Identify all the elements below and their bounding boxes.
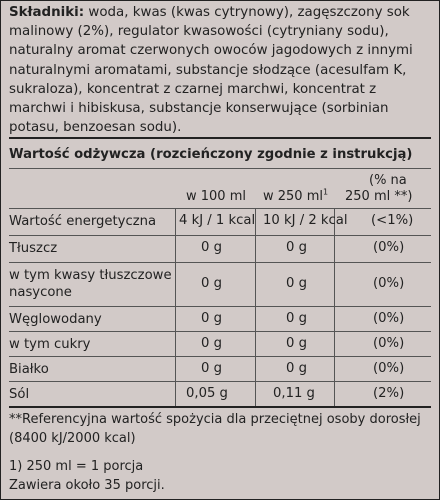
nutrition-table-title: Wartość odżywcza (rozcieńczony zgodnie z instrukcją) bbox=[9, 147, 413, 162]
row-value-250ml: 0 g bbox=[286, 336, 307, 351]
portion-note: 1) 250 ml = 1 porcja bbox=[9, 459, 144, 474]
row-value-250ml: 0 g bbox=[286, 240, 307, 255]
ingredients-text bbox=[9, 3, 434, 137]
row-name-energy: Wartość energetyczna bbox=[9, 214, 157, 229]
row-value-250ml: 10 kJ / 2 kcal bbox=[263, 213, 348, 228]
row-name-sugars: w tym cukry bbox=[9, 337, 91, 352]
ingredients-heading: Składniki: bbox=[9, 5, 85, 20]
column-divider bbox=[255, 208, 256, 406]
column-divider bbox=[175, 208, 176, 406]
row-value-pct: (<1%) bbox=[371, 213, 414, 228]
row-value-100ml: 4 kJ / 1 kcal bbox=[179, 213, 256, 228]
column-header-pct-line1: (% na bbox=[369, 173, 407, 188]
divider bbox=[9, 168, 431, 169]
row-name-carbohydrates: Węglowodany bbox=[9, 312, 102, 327]
column-header-250ml bbox=[263, 189, 328, 204]
divider bbox=[9, 208, 431, 209]
divider bbox=[9, 331, 431, 332]
column-header-pct-line2: 250 ml **) bbox=[345, 189, 413, 204]
row-name-salt: Sól bbox=[9, 387, 30, 402]
divider bbox=[9, 306, 431, 307]
divider bbox=[9, 262, 431, 263]
divider bbox=[9, 235, 431, 236]
row-value-250ml: 0 g bbox=[286, 276, 307, 291]
row-value-pct: (0%) bbox=[373, 361, 405, 376]
row-name-saturated-fat: w tym kwasy tłuszczowe nasycone bbox=[9, 268, 172, 300]
row-value-100ml: 0 g bbox=[201, 276, 222, 291]
column-header-100ml: w 100 ml bbox=[186, 189, 246, 204]
divider bbox=[9, 381, 431, 382]
row-value-250ml: 0 g bbox=[286, 361, 307, 376]
footnote-marker: 1 bbox=[323, 187, 329, 197]
row-value-pct: (0%) bbox=[373, 276, 405, 291]
reference-intake-note: **Referencyjna wartość spożycia dla przeciętnej osoby dorosłej (8400 kJ/2000 kcal) bbox=[9, 412, 421, 446]
row-value-pct: (0%) bbox=[373, 311, 405, 326]
divider bbox=[9, 406, 431, 408]
row-name-fat: Tłuszcz bbox=[9, 241, 58, 256]
row-value-100ml: 0 g bbox=[201, 361, 222, 376]
row-value-pct: (0%) bbox=[373, 240, 405, 255]
row-value-pct: (2%) bbox=[373, 386, 405, 401]
row-value-100ml: 0 g bbox=[201, 336, 222, 351]
row-value-250ml: 0 g bbox=[286, 311, 307, 326]
row-value-100ml: 0 g bbox=[201, 240, 222, 255]
servings-note: Zawiera około 35 porcji. bbox=[9, 478, 165, 493]
row-value-100ml: 0,05 g bbox=[186, 386, 228, 401]
divider bbox=[9, 137, 431, 139]
row-name-protein: Białko bbox=[9, 362, 49, 377]
column-divider bbox=[334, 208, 335, 406]
row-value-250ml: 0,11 g bbox=[273, 386, 315, 401]
row-value-pct: (0%) bbox=[373, 336, 405, 351]
row-value-100ml: 0 g bbox=[201, 311, 222, 326]
divider bbox=[9, 356, 431, 357]
column-header-250ml-text: w 250 ml bbox=[263, 189, 323, 204]
ingredients-list: woda, kwas (kwas cytrynowy), zagęszczony sok malinowy (2%), regulator kwasowości (cytryniany sodu), naturalny aromat czerwonych owoców jagodowych z innymi naturalnymi aromatami, substancje słodzące (acesulfam K, sukraloza), koncentrat z czarnej marchwi, koncentrat z marchwi i hibiskusa, substancje konserwujące (sorbinian potasu, benzoesan sodu). bbox=[9, 5, 413, 136]
